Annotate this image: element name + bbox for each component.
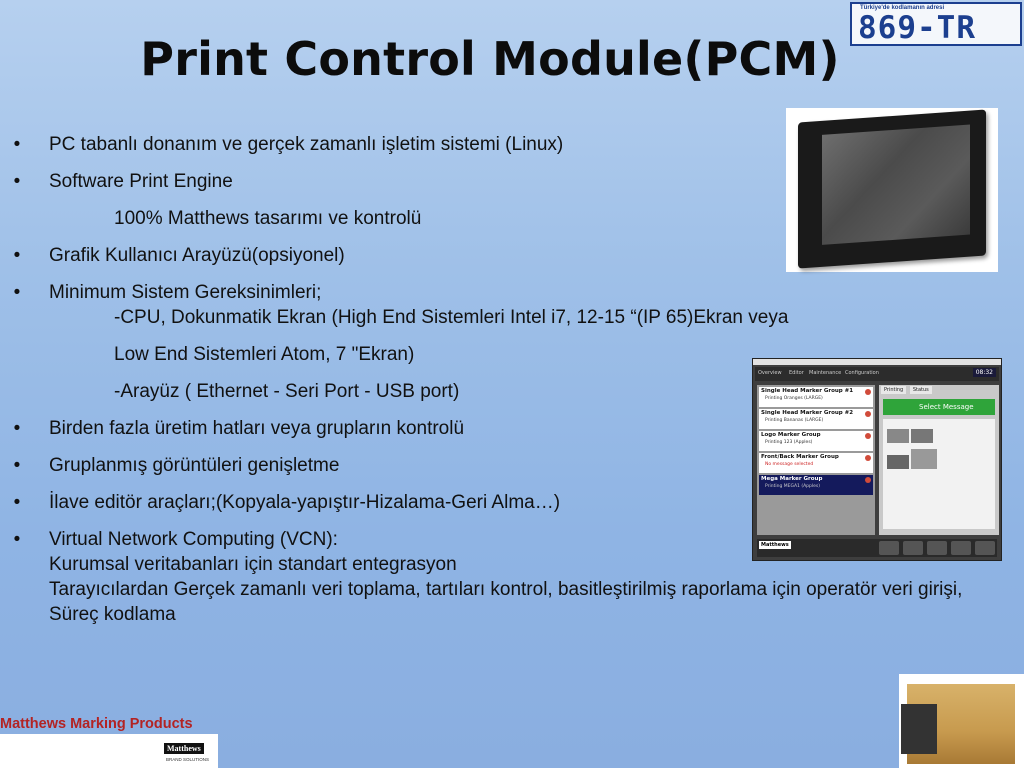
preview-thumbnail <box>887 455 909 469</box>
bullet-text: Minimum Sistem Gereksinimleri; <box>49 282 322 303</box>
bullet-symbol: • <box>13 455 21 476</box>
bullet-symbol: • <box>13 245 21 266</box>
ui-tab-editor: Editor <box>789 370 804 376</box>
close-icon <box>865 455 871 461</box>
ui-bottom-button <box>879 541 899 555</box>
bullet-item <box>10 280 1000 305</box>
sub-line: 100% Matthews tasarımı ve kontrolü <box>114 208 422 229</box>
ui-tab-maintenance: Maintenance <box>809 370 842 376</box>
ui-group-item <box>759 431 873 451</box>
bullet-symbol: • <box>13 134 21 155</box>
ui-titlebar <box>753 359 1001 365</box>
bullet-text: Grafik Kullanıcı Arayüzü(opsiyonel) <box>49 245 345 266</box>
logo-869-tr <box>850 2 1022 46</box>
printed-box-image <box>899 674 1024 768</box>
close-icon <box>865 389 871 395</box>
bullet-text: Virtual Network Computing (VCN): <box>49 529 338 550</box>
ui-tab-overview: Overview <box>758 370 782 376</box>
close-icon <box>865 477 871 483</box>
ui-print-panel <box>879 385 999 535</box>
ui-group-item <box>759 453 873 473</box>
ui-group-status: Printing MEGA1 (Apples) <box>765 484 820 489</box>
ui-message-preview <box>883 419 995 529</box>
preview-thumbnail <box>911 449 937 469</box>
ui-group-name: Mega Marker Group <box>761 476 823 482</box>
ui-right-tabs <box>881 387 934 393</box>
logo-tagline: Türkiye'de kodlamanın adresi <box>860 5 945 11</box>
panel-bezel <box>798 109 986 268</box>
sub-line: -Arayüz ( Ethernet - Seri Port - USB port) <box>114 381 460 402</box>
ui-tab-configuration: Configuration <box>845 370 879 376</box>
ui-tabbar <box>755 367 999 381</box>
bullet-symbol: • <box>13 529 21 550</box>
ui-bottom-button <box>903 541 923 555</box>
preview-thumbnail <box>887 429 909 443</box>
slide-title: Print Control Module(PCM) <box>140 32 840 86</box>
matthews-logo: Matthews <box>164 743 204 754</box>
ui-group-list <box>757 385 875 535</box>
bullet-text: İlave editör araçları;(Kopyala-yapıştır-Hizalama-Geri Alma…) <box>49 492 561 513</box>
preview-thumbnail <box>911 429 933 443</box>
bullet-symbol: • <box>13 171 21 192</box>
ui-group-item-selected <box>759 475 873 495</box>
matthews-logo-sub: BRAND SOLUTIONS <box>166 757 210 762</box>
company-name: Matthews Marking Products <box>0 716 193 732</box>
ui-group-status: Printing 123 (Apples) <box>765 440 813 445</box>
select-message-button: Select Message <box>883 399 995 415</box>
ui-group-item <box>759 387 873 407</box>
touch-panel-image <box>786 108 998 272</box>
bullet-text: Birden fazla üretim hatları veya grupların kontrolü <box>49 418 465 439</box>
bullet-text: Gruplanmış görüntüleri genişletme <box>49 455 340 476</box>
printer-head <box>901 704 937 754</box>
ui-bottom-button <box>951 541 971 555</box>
ui-group-status: No message selected <box>765 462 814 467</box>
ui-group-status: Printing Bananas (LARGE) <box>765 418 824 423</box>
close-icon <box>865 433 871 439</box>
ui-brand-logo: Matthews <box>761 542 789 548</box>
bullet-symbol: • <box>13 492 21 513</box>
logo-text: 869-TR <box>858 10 976 46</box>
bullet-text: Tarayıcılardan Gerçek zamanlı veri toplama, tartıları kontrol, basitleştirilmiş raporlama için operatör veri girişi, Süreç kodlama <box>49 579 963 625</box>
pcm-ui-screenshot <box>752 358 1002 561</box>
ui-group-name: Front/Back Marker Group <box>761 454 839 460</box>
close-icon <box>865 411 871 417</box>
ui-tab-status: Status <box>910 386 932 394</box>
bullet-text: PC tabanlı donanım ve gerçek zamanlı işletim sistemi (Linux) <box>49 134 564 155</box>
ui-group-name: Logo Marker Group <box>761 432 821 438</box>
bullet-symbol: • <box>13 418 21 439</box>
bullet-text: Kurumsal veritabanları için standart entegrasyon <box>49 554 457 575</box>
ui-bottom-button <box>927 541 947 555</box>
sub-line: Low End Sistemleri Atom, 7 "Ekran) <box>114 344 415 365</box>
ui-group-status: Printing Oranges (LARGE) <box>765 396 823 401</box>
sub-line: -CPU, Dokunmatik Ekran (High End Sistemleri Intel i7, 12-15 “(IP 65)Ekran veya <box>114 307 789 328</box>
ui-group-item <box>759 409 873 429</box>
matthews-logo-area <box>0 734 218 768</box>
ui-clock: 08:32 <box>973 368 996 377</box>
ui-group-name: Single Head Marker Group #1 <box>761 388 854 394</box>
ui-tab-printing: Printing <box>881 386 906 394</box>
ui-bottom-bar <box>757 539 997 557</box>
bullet-symbol: • <box>13 282 21 303</box>
ui-group-name: Single Head Marker Group #2 <box>761 410 854 416</box>
bullet-text: Software Print Engine <box>49 171 233 192</box>
ui-bottom-button <box>975 541 995 555</box>
panel-screen <box>822 125 970 245</box>
